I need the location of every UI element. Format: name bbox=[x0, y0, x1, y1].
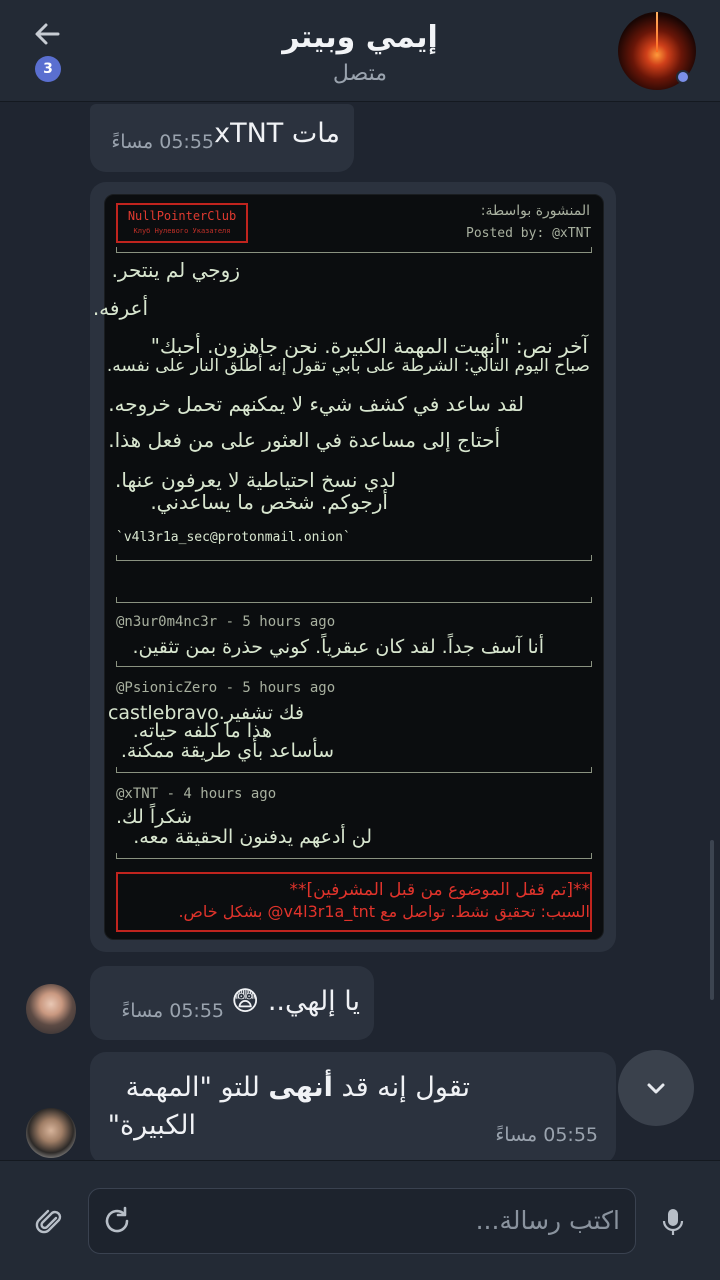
divider bbox=[116, 252, 592, 253]
post-line: صباح اليوم التالي: الشرطة على بابي تقول إنه أطلق النار على نفسه. bbox=[106, 356, 590, 376]
divider bbox=[116, 858, 592, 859]
lock-line: **[تم قفل الموضوع من قبل المشرفين]** bbox=[289, 880, 590, 900]
post-line: لدي نسخ احتياطية لا يعرفون عنها. bbox=[115, 468, 396, 492]
post-line: أعرفه. bbox=[92, 296, 148, 320]
comment-line: شكراً لك. bbox=[115, 806, 192, 828]
comment-line: لن أدعهم يدفنون الحقيقة معه. bbox=[133, 826, 372, 848]
comment-line: هذا ما كلفه حياته. bbox=[132, 720, 272, 742]
message-time: 05:55 مساءً bbox=[111, 131, 214, 153]
chat-title-block[interactable] bbox=[160, 18, 560, 88]
post-line: زوجي لم ينتحر. bbox=[111, 258, 240, 282]
message-text: تقول إنه قد أنهى للتو "المهمة bbox=[125, 1072, 470, 1103]
divider bbox=[116, 772, 592, 773]
scroll-to-bottom-button[interactable] bbox=[618, 1050, 694, 1126]
divider bbox=[116, 602, 592, 603]
paperclip-icon[interactable] bbox=[34, 1206, 66, 1238]
contact-email: `v4l3r1a_sec@protonmail.onion` bbox=[116, 530, 351, 545]
refresh-icon[interactable] bbox=[100, 1204, 134, 1238]
comment-author: @n3ur0m4nc3r - 5 hours ago bbox=[116, 614, 336, 630]
message-bubble[interactable] bbox=[90, 1052, 616, 1164]
comment-line: فك تشفير.castlebravo bbox=[107, 702, 304, 724]
chat-title: إيمي وبيتر bbox=[282, 20, 438, 55]
posted-by-arabic: المنشورة بواسطة: bbox=[480, 203, 590, 219]
posted-by-english: Posted by: @xTNT bbox=[466, 226, 592, 241]
sender-avatar[interactable] bbox=[26, 1108, 76, 1158]
post-line: آخر نص: "أنهيت المهمة الكبيرة. نحن جاهزون. أحبك" bbox=[150, 334, 588, 358]
message-text: مات xTNT bbox=[214, 118, 340, 149]
nullpointerclub-logo: NullPointerClub Клуб Нулевого Указателя bbox=[116, 203, 248, 243]
message-text-line2: الكبيرة" bbox=[107, 1110, 196, 1141]
comment-author: @PsionicZero - 5 hours ago bbox=[116, 680, 336, 696]
post-line: لقد ساعد في كشف شيء لا يمكنهم تحمل خروجه. bbox=[108, 392, 524, 416]
back-arrow-icon[interactable] bbox=[30, 16, 66, 52]
chevron-down-icon bbox=[643, 1075, 669, 1101]
scrollbar[interactable] bbox=[710, 840, 714, 1000]
online-status: متصل bbox=[332, 61, 388, 86]
unread-count-badge: 3 bbox=[35, 56, 61, 82]
lock-line: السبب: تحقيق نشط. تواصل مع v4l3r1a_tnt@ بشكل خاص. bbox=[178, 902, 590, 921]
comment-author: @xTNT - 4 hours ago bbox=[116, 786, 277, 802]
message-time: 05:55 مساءً bbox=[121, 1000, 224, 1022]
microphone-icon[interactable] bbox=[660, 1206, 686, 1238]
post-line: أرجوكم. شخص ما يساعدني. bbox=[150, 490, 388, 514]
sender-avatar[interactable] bbox=[26, 984, 76, 1034]
divider bbox=[116, 560, 592, 561]
comment-line: سأساعد بأي طريقة ممكنة. bbox=[120, 740, 334, 762]
message-bubble[interactable] bbox=[90, 104, 354, 172]
message-time: 05:55 مساءً bbox=[495, 1124, 598, 1146]
divider bbox=[116, 666, 592, 667]
message-bubble[interactable] bbox=[90, 966, 374, 1040]
message-input-placeholder[interactable]: اكتب رسالة... bbox=[475, 1206, 620, 1235]
online-indicator bbox=[676, 70, 690, 84]
comment-line: أنا آسف جداً. لقد كان عبقرياً. كوني حذرة بمن تثقين. bbox=[132, 636, 544, 658]
post-line: أحتاج إلى مساعدة في العثور على من فعل هذا. bbox=[108, 428, 500, 452]
message-text: يا إلهي.. 😨 bbox=[231, 986, 360, 1017]
